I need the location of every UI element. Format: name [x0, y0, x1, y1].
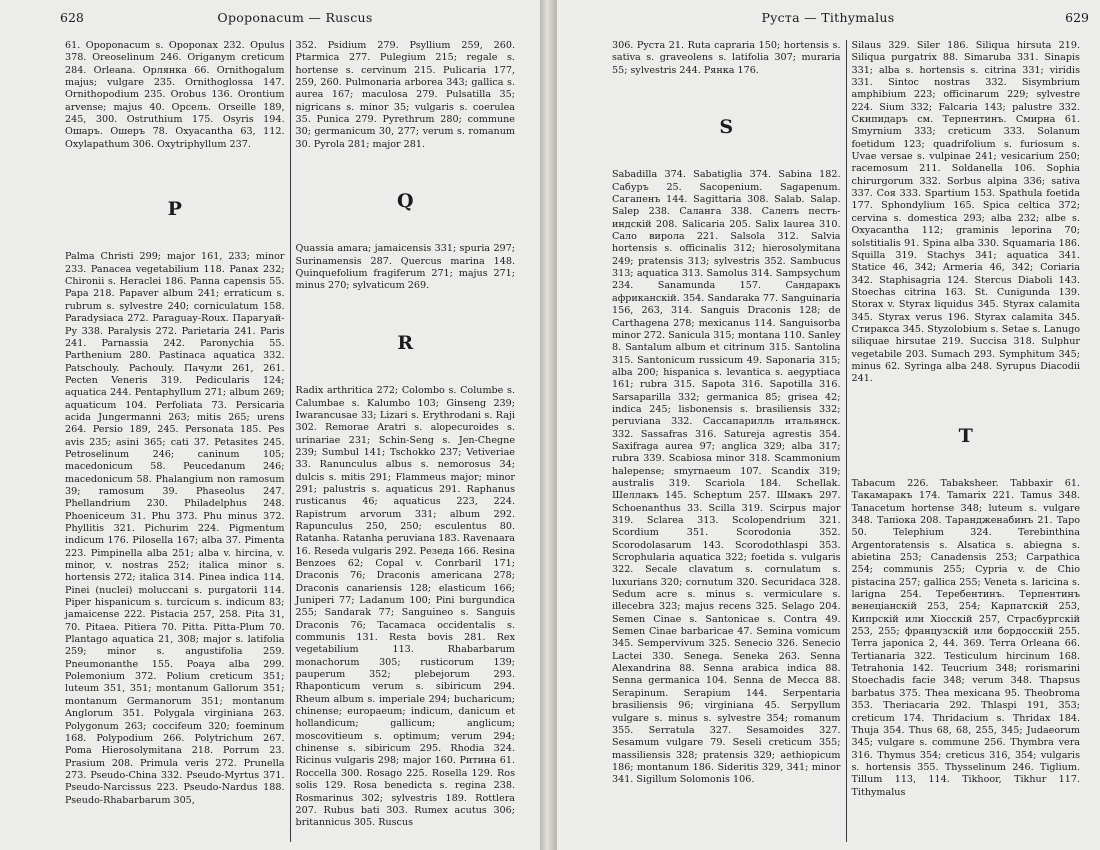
s-continued-entries: Silaus 329. Siler 186. Siliqua hirsuta 219. Siliqua purgatrix 88. Simaruba 331. Sinapis 331; alba s. hortensis s. citrina 331; viridis 331. Sintoc nostras 332. Sisymbrium amphibium 223; officinarum 229; sylvestre 224. Sium 332; Falcaria 143; palustre 332. Скипидаръ см. Терпентинъ. Смирна 61. Smyrnium 333; creticum 333. Solanum foetidum 123; quadrifolium s. furiosum s. Uvae versae s. vulpinae 241; vesicarium 250; racemosum 211. Soldanella 106. Sophia chirurgorum 332. Sorbus alpina 336; sativa 337. Соя 333. Spartium 153. Spathula foetida 177. Sphondylium 165. Spica celtica 372; cervina s. domestica 293; alba 232; albe s. Oxyacantha 112; graminis leporina 70; solstitialis 91. Spina alba 330. Squamaria 186. Squilla 319. Stachys 341; aquatica 341. Statice 46, 342; Armeria 46, 342; Coriaria 342. Staphisagria 124. Stercus Diaboli 143. Stoechas citrina 163. St. Cunigunda 139. Storax v. Styrax liquidus 345. Styrax calamita 345. Styrax verus 196. Styrax calamita 345. Стиракса 345. Styzolobium s. Setae s. Lanugo siliquae hirsutae 219. Succisa 318. Sulphur vegetabile 203. Sumach 293. Symphitum 345; minus 62. Syringa alba 248. Syrupus Diacodii 241. — [851, 40, 1080, 385]
left-column-1 — [60, 40, 290, 842]
section-letter-r: R — [397, 331, 414, 354]
s-entries: Sabadilla 374. Sabatiglia 374. Sabina 182. Сабуръ 25. Sacopenium. Sagapenum. Сагапенъ 144. Sagittaria 308. Salab. Salap. Salep 238. Саланга 338. Салепъ пестъ-индскій 208. Salicaria 205. Salix laurea 310. Сало вирола 221. Salsola 312. Salvia hortensis s. officinalis 312; hierosolymitana 249; pratensis 313; sylvestris 352. Sambucus 313; aquatica 313. Samolus 314. Sampsychum 234. Sanamunda 157. Сандаракъ африканскій. 354. Sandaraka 77. Sanguinaria 156, 263, 314. Sanguis Draconis 128; de Carthagena 278; mexicanus 114. Sanguisorba minor 272. Sanicula 315; montana 110. Sanley 8. Santalum album et citrinum 315. Santolina 315. Santonicum russicum 49. Saponaria 315; alba 200; hispanica s. levantica s. aegyptiaca 161; rubra 315. Sapota 316. Sapotilla 316. Sarsaparilla 332; germanica 85; grisea 42; indica 245; lisbonensis s. brasiliensis 332; peruviana 332. Caccaпарилль итальянск. 332. Sassafras 316. Satureja agrestis 354. Saxifraga aurea 97; anglica 329; alba 317; rubra 339. Scabiosa minor 318. Scammonium halepense; smyrnaeum 107. Scandix 319; australis 319. Scariola 184. Schellak. Шеллакъ 145. Scheptum 257. Шмакъ 297. Schoenanthus 33. Scilla 319. Scirpus major 319. Sclarea 313. Scolopendrium 321. Scordium 351. Scorodonia 352. Scorodolasarum 143. Scorodothlaspi 353. Scrophularia aquatica 322; foetida s. vulgaris 322. Secale clavatum s. cornulatum s. luxurians 320; cornutum 320. Securidaca 328. Sedum acre s. minus s. vermiculare s. illecebra 323; majus recens 325. Selago 204. Semen Cinae s. Santonicae s. Contra 49. Semen Cinae barbaricae 47. Semina vomicum 345. Sempervivum 325. Senecio 326. Senecio Lactei 330. Senega. Seneka 263. Senna Alexandrina 88. Senna arabica indica 88. Senna germanica 104. Senna de Mecca 88. Serapinum. Serapium 144. Serpentaria brasiliensis 96; virginiana 45. Serpyllum vulgare s. minus s. sylvestre 354; romanum 355. Serratula 327. Sesamoides 327. Sesamum vulgare 79. Seseli creticum 355; massiliensis 328; pratensis 329; aethiopicum 186; montanum 186. Sideritis 329, 341; minor 341. Sigillum Solomonis 106. — [612, 169, 841, 786]
left-page-number: 628 — [60, 10, 84, 25]
section-letter-p: P — [167, 198, 182, 221]
section-letter-q: Q — [396, 190, 414, 213]
book-gutter — [540, 0, 556, 850]
left-running-head — [60, 10, 530, 28]
q-entries: Quassia amara; jamaicensis 331; spuria 297; Surinamensis 287. Quercus marina 148. Quinquefolium fragiferum 271; majus 271; minus 270; sylvaticum 269. — [295, 243, 515, 292]
left-columns — [60, 40, 520, 842]
left-column-2 — [290, 40, 521, 842]
p-entries: Palma Christi 299; major 161, 233; minor 233. Panacea vegetabilium 118. Panax 232; Chironii s. Heraclei 186. Panna capensis 55. Papa 218. Papaver album 241; erraticum s. rubrum s. sylvestre 240; corniculatum 158. Paradysiaca 272. Paraguay-Roux. Парагуай-Ру 338. Paralysis 272. Parietaria 241. Paris 241. Parnassia 242. Paronychia 55. Parthenium 280. Pastinaca aquatica 332. Patschouly. Pachouly. Пачули 261, 261. Pecten Veneris 319. Pedicularis 124; aquatica 244. Pentaphyllum 271; album 269; aquaticum 104. Perfoliata 73. Persicaria acida Jungermanni 263; mitis 265; urens 264. Persio 189, 245. Personata 185. Pes avis 235; asini 365; cati 37. Petasites 245. Petroselinum 246; caninum 105; macedonicum 58. Peucedanum 246; macedonicum 58. Phalangium non ramosum 39; ramosum 39. Phaseolus 247. Phellandrium 230. Philadelphus 248. Phoeniceum 31. Phu 373. Phu minus 372. Phyllitis 321. Pichurim 224. Pigmentum indicum 176. Pilosella 167; alba 37. Pimenta 223. Pimpinella alba 251; alba v. hircina, v. minor, v. nostras 252; italica minor s. hortensis 272; italica 314. Pinea indica 114. Pinei (nuclei) moluccani s. purgatorii 114. Piper hispanicum s. turcicum s. indicum 83; jamaicense 222. Pistacia 257, 258. Pita 31, 70. Pitaea. Pitiera 70. Pitta. Pitta-Plum 70. Plantago aquatica 21, 308; major s. latifolia 259; minor s. angustifolia 259. Pneumonanthe 155. Poaya alba 299. Polemonium 372. Polium creticum 351; luteum 351, 351; montanum Gallorum 351; montanum Germanorum 351; montanum Anglorum 351. Polygala virginiana 263. Polygonum 263; coccifeum 320; foeminum 168. Polypodium 266. Polytrichum 267. Poma Hierosolymitana 218. Porrum 23. Prasium 208. Primula veris 272. Prunella 273. Pseudo-China 332. Pseudo-Myrtus 371. Pseudo-Narcissus 223. Pseudo-Nardus 188. Pseudo-Rhabarbarum 305, — [65, 251, 285, 806]
right-running-title: Pycта — Tithymalus — [761, 10, 895, 25]
right-column-1 — [607, 40, 846, 842]
right-running-head — [567, 10, 1089, 28]
opoponacum-entries: 61. Opoponacum s. Opoponax 232. Opulus 378. Oreoselinum 246. Origanym creticum 284. Orleana. Орлянка 66. Ornithogalum majus; vulgare 235. Ornithoglossa 147. Ornithopodium 235. Orobus 136. Orontium arvense; majus 40. Opсель. Orseille 189, 245, 300. Ostruthium 175. Osyris 194. Ошаръ. Ошеръ 78. Oxyacantha 63, 112. Oxylapathum 306. Oxytriphyllum 237. — [65, 40, 285, 150]
t-entries: Tabacum 226. Tabaksheer. Tabbaxir 61. Такамаракъ 174. Tamarix 221. Tamus 348. Tanacetum hortense 348; luteum s. vulgare 348. Тапіока 208. Тарандженабинъ 21. Tapo 50. Telephium 324. Terebinthina Argentoratensis s. Alsatica s. abiegna s. abietina 253; Canadensis 253; Carpathica 254; communis 255; Cypria v. de Chio pistacina 257; gallica 255; Veneta s. laricina s. larigna 254. Теребентинъ. Терпентинъ венеціанскій 253, 254; Карпатскій 253, Кипрскій или Хіосскій 257, Страсбургскій 253, 255; французскій или бордосскій 255. Terra japonica 2, 44. 369. Terra Orleana 66. Tertianaria 322. Testiculum hircinum 168. Tetrahonia 142. Teucrium 348; rorismarini Stoechadis facie 348; verum 348. Thapsus barbatus 375. Thea mexicana 95. Theobroma 353. Theriacaria 292. Thlaspi 191, 353; creticum 174. Thridacium s. Thridax 184. Thuja 354. Thus 68, 68, 255, 345; Judaeorum 345; vulgare s. commune 256. Thymbra vera 316. Thymus 354; creticus 316, 354; vulgaris s. hortensis 355. Thysselinum 246. Tiglium. Tillum 113, 114. Tikhoor, Tikhur 117. Tithymalus — [851, 477, 1080, 798]
r-entries: Radix arthritica 272; Colombo s. Columbe s. Calumbae s. Kalumbo 103; Ginseng 239; Iwarancusae 33; Lizari s. Erythrodani s. Raji 302. Remorae Aratri s. alopecuroides s. urinariae 231; Schin-Seng s. Jen-Chegne 239; Sumbul 141; Tschokko 237; Vetiveriae 33. Ranunculus albus s. nemorosus 34; dulcis s. mitis 291; Flammeus major; minor 291; palustris s. aquaticus 291. Raphanus rusticanus 46; aquaticus 223, 224. Rapistrum arvorum 331; album 292. Rapunculus 250, 250; esculentus 80. Ratanha. Ratanha peruviana 183. Ravenaara 16. Reseda vulgaris 292. Резеда 166. Resina Benzoes 62; Copal v. Conrbaril 171; Draconis 76; Draconis americana 278; Draconis canariensis 128; elasticum 166; Juniperi 77; Ladanum 100; Pini burgundica 255; Sandarak 77; Sanguineo s. Sanguis Draconis 76; Tacamaca occidentalis s. communis 131. Resta bovis 281. Rex vegetabilium 113. Rhabarbarum monachorum 305; rusticorum 139; pauperum 352; plebejorum 293. Rhaponticum verum s. sibiricum 294. Rheum album s. imperiale 294; bucharicum; chinense; europaeum; indicum, danicum et hollandicum; gallicum; anglicum; moscovitieum s. optimum; verum 294; chinense s. sibiricum 295. Rhodia 324. Ricinus vulgaris 298; major 160. Ритина 61. Roccella 300. Rosago 225. Rosella 129. Ros solis 129. Rosa benedicta s. regina 238. Rosmarinus 302; sylvestris 189. Rottlera 207. Rubus bati 303. Rumex acutus 306; britannicus 305. Ruscus — [295, 385, 515, 829]
right-page — [556, 0, 1100, 850]
right-page-number: 629 — [1065, 10, 1089, 25]
ruta-entries: 306. Pycта 21. Ruta capraria 150; hortensis s. sativa s. graveolens s. latifolia 307; muraria 55; sylvestris 244. Рянка 176. — [612, 40, 841, 76]
section-letter-t: T — [958, 424, 973, 447]
p-continued-entries: 352. Psidium 279. Psyllium 259, 260. Ptarmica 277. Pulegium 215; regale s. hortense s. cervinum 215. Pulicaria 177, 259, 260. Pulmonaria arborea 343; gallica s. aurea 167; maculosa 279. Pulsatilla 35; nigricans s. minor 35; vulgaris s. coerulea 35. Punica 279. Pyrethrum 280; commune 30; germanicum 30, 277; verum s. romanum 30. Pyrola 281; major 281. — [295, 40, 515, 150]
left-running-title: Opoponacum — Ruscus — [217, 10, 373, 25]
right-columns — [607, 40, 1085, 842]
right-column-2 — [846, 40, 1086, 842]
section-letter-s: S — [719, 116, 734, 139]
left-page — [0, 0, 541, 850]
